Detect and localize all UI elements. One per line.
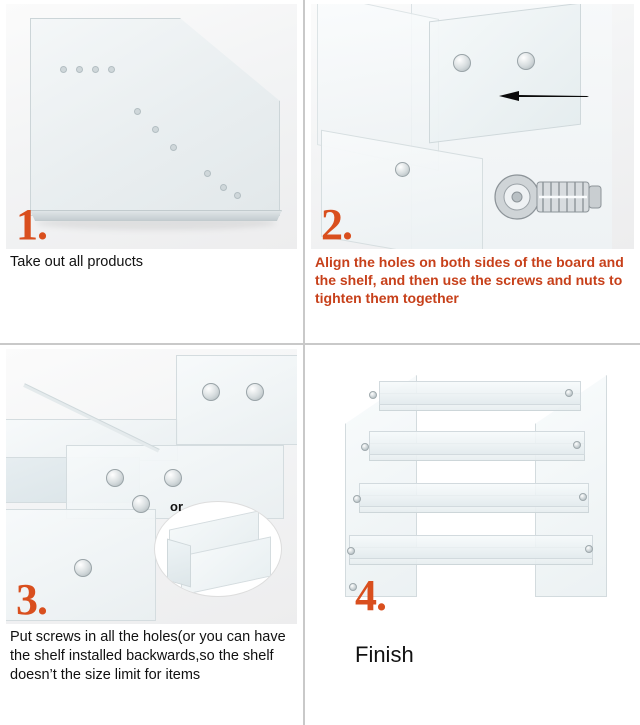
alternate-orientation-inset <box>154 501 282 597</box>
step-number: 1. <box>16 200 47 249</box>
screw-head <box>453 54 471 72</box>
inset-side-panel <box>167 539 191 588</box>
rack-lip-1 <box>379 381 581 405</box>
step-4-cell <box>305 345 640 725</box>
rack-lip-3 <box>359 483 589 507</box>
screw-head <box>106 469 124 487</box>
screw-head <box>347 547 355 555</box>
screw-head <box>579 493 587 501</box>
rack-lip-2 <box>369 431 585 455</box>
plate-hole <box>220 184 227 191</box>
screw-head <box>395 162 410 177</box>
plate-hole <box>152 126 159 133</box>
arrow-icon <box>497 90 589 102</box>
plate-hole <box>134 108 141 115</box>
step-4-photo <box>311 349 634 624</box>
plate-hole <box>234 192 241 199</box>
plate-hole <box>92 66 99 73</box>
screw-head <box>565 389 573 397</box>
step-1-photo <box>6 4 297 249</box>
step-1-caption: Take out all products <box>10 254 143 270</box>
plate-hole <box>108 66 115 73</box>
screw-head <box>132 495 150 513</box>
plate-hole <box>204 170 211 177</box>
step-1-cell <box>0 0 305 345</box>
acrylic-back-panel <box>176 355 297 445</box>
plate-hole <box>60 66 67 73</box>
acrylic-plate-edge <box>30 210 282 221</box>
step-3-caption: Put screws in all the holes(or you can have the shelf installed backwards,so the shelf doesn’t the size limit for items <box>10 629 286 684</box>
step-3-photo <box>6 349 297 624</box>
step-number: 4. <box>355 571 386 620</box>
step-2-caption: Align the holes on both sides of the board and the shelf, and then use the screws and nuts to tighten them together <box>315 254 624 307</box>
screw-head <box>361 443 369 451</box>
step-number: 3. <box>16 575 47 624</box>
step-number: 2. <box>321 200 352 249</box>
step-4-caption: Finish <box>355 642 414 667</box>
screw-head <box>517 52 535 70</box>
step-2-cell <box>305 0 640 345</box>
screw-head <box>164 469 182 487</box>
plate-hole <box>170 144 177 151</box>
step-2-photo <box>311 4 634 249</box>
screw-head <box>369 391 377 399</box>
inset-or-label: or <box>170 499 183 514</box>
finished-rack <box>339 367 601 595</box>
rack-lip-4 <box>349 535 593 559</box>
screw-head <box>202 383 220 401</box>
screw-illustration <box>493 164 605 230</box>
screw-head <box>74 559 92 577</box>
plate-hole <box>76 66 83 73</box>
acrylic-shelf-corner <box>429 4 581 143</box>
screw-head <box>353 495 361 503</box>
screw-head <box>246 383 264 401</box>
step-3-cell <box>0 345 305 725</box>
screw-head <box>573 441 581 449</box>
screw-head <box>585 545 593 553</box>
